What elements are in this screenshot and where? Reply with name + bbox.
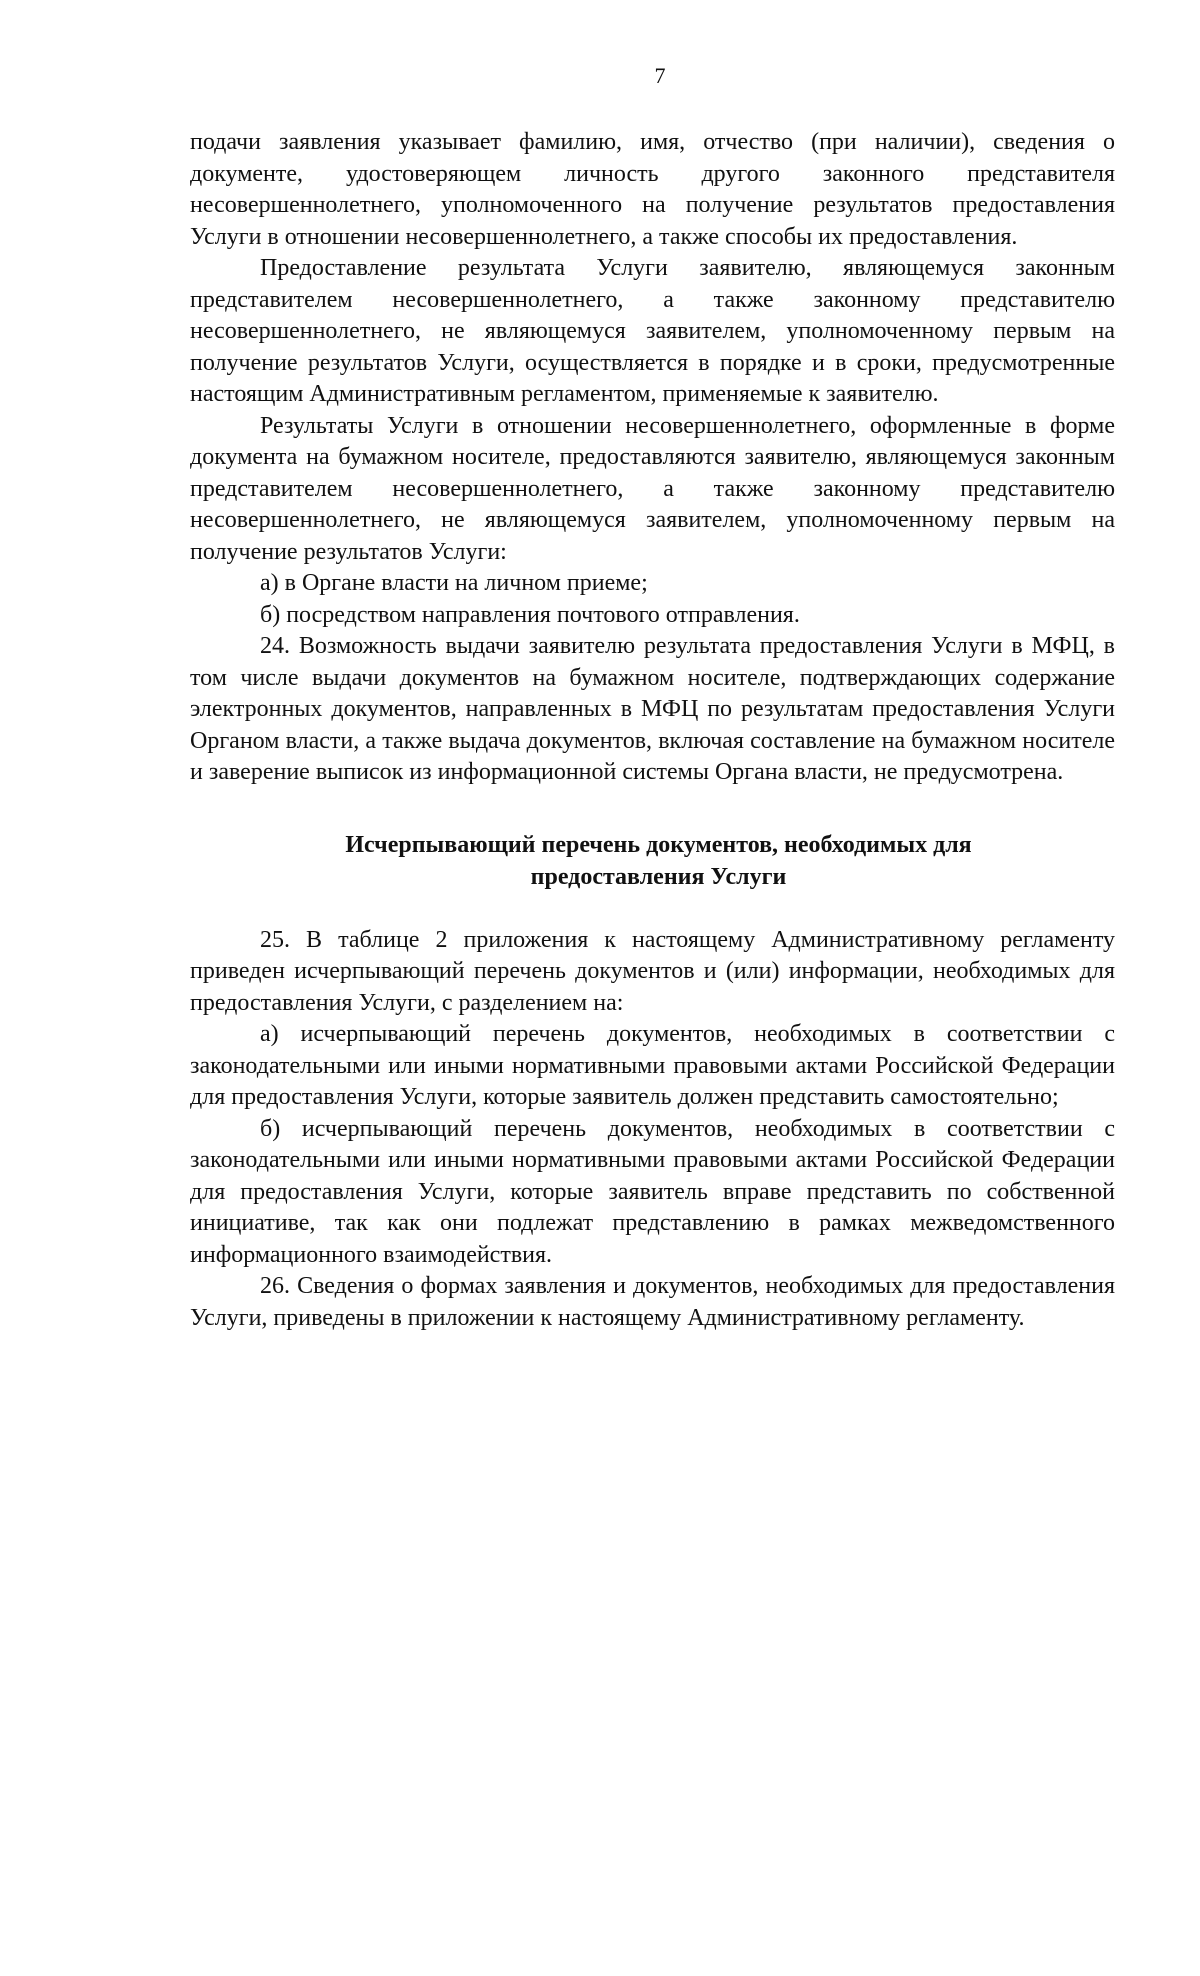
page-number: 7 [654, 63, 666, 88]
section-heading-line1: Исчерпывающий перечень документов, необходимых для [345, 831, 972, 858]
list-item-a: а) в Органе власти на личном приеме; [260, 570, 648, 596]
paragraph-25: 25. В таблице 2 приложения к настоящему Административному регламенту приведен исчерпывающий перечень документов и (или) информации, необходимых для предоставления Услуги, с разделением на: [190, 926, 1115, 1016]
section-heading-line2: предоставления Услуги [530, 863, 787, 890]
paragraph-paper-results: Результаты Услуги в отношении несовершеннолетнего, оформленные в форме документа на бумажном носителе, предоставляются заявителю, являющемуся законным представителем несовершеннолетнего, а также законному представителю несовершеннолетнего, не являющемуся заявителем, уполномоченному первым на получение результатов Услуги: [190, 412, 1115, 565]
paragraph-result-provision: Предоставление результата Услуги заявителю, являющемуся законным представителем несовершеннолетнего, а также законному представителю несовершеннолетнего, не являющемуся заявителем, уполномоченному первым на получение результатов Услуги, осуществляется в порядке и в сроки, предусмотренные настоящим Административным регламентом, применяемые к заявителю. [190, 255, 1115, 407]
section-heading [190, 829, 1115, 893]
document-body [190, 127, 1115, 1334]
paragraph-24: 24. Возможность выдачи заявителю результата предоставления Услуги в МФЦ, в том числе выдачи документов на бумажном носителе, подтверждающих содержание электронных документов, направленных в МФЦ по результатам предоставления Услуги Органом власти, а также выдача документов, включая составление на бумажном носителе и заверение выписок из информационной системы Органа власти, не предусмотрена. [190, 633, 1115, 785]
list-item-25a: а) исчерпывающий перечень документов, необходимых в соответствии с законодательными или иными нормативными правовыми актами Российской Федерации для предоставления Услуги, которые заявитель должен представить самостоятельно; [190, 1021, 1115, 1110]
list-item-25b: б) исчерпывающий перечень документов, необходимых в соответствии с законодательными или иными нормативными правовыми актами Российской Федерации для предоставления Услуги, которые заявитель вправе представить по собственной инициативе, так как они подлежат представлению в рамках межведомственного информационного взаимодействия. [190, 1115, 1115, 1268]
paragraph-continuation: подачи заявления указывает фамилию, имя, отчество (при наличии), сведения о документе, удостоверяющем личность другого законного представителя несовершеннолетнего, уполномоченного на получение результатов предоставления Услуги в отношении несовершеннолетнего, а также способы их предоставления. [190, 129, 1115, 250]
list-item-b: б) посредством направления почтового отправления. [260, 601, 800, 628]
paragraph-26: 26. Сведения о формах заявления и документов, необходимых для предоставления Услуги, приведены в приложении к настоящему Административному регламенту. [190, 1273, 1115, 1331]
